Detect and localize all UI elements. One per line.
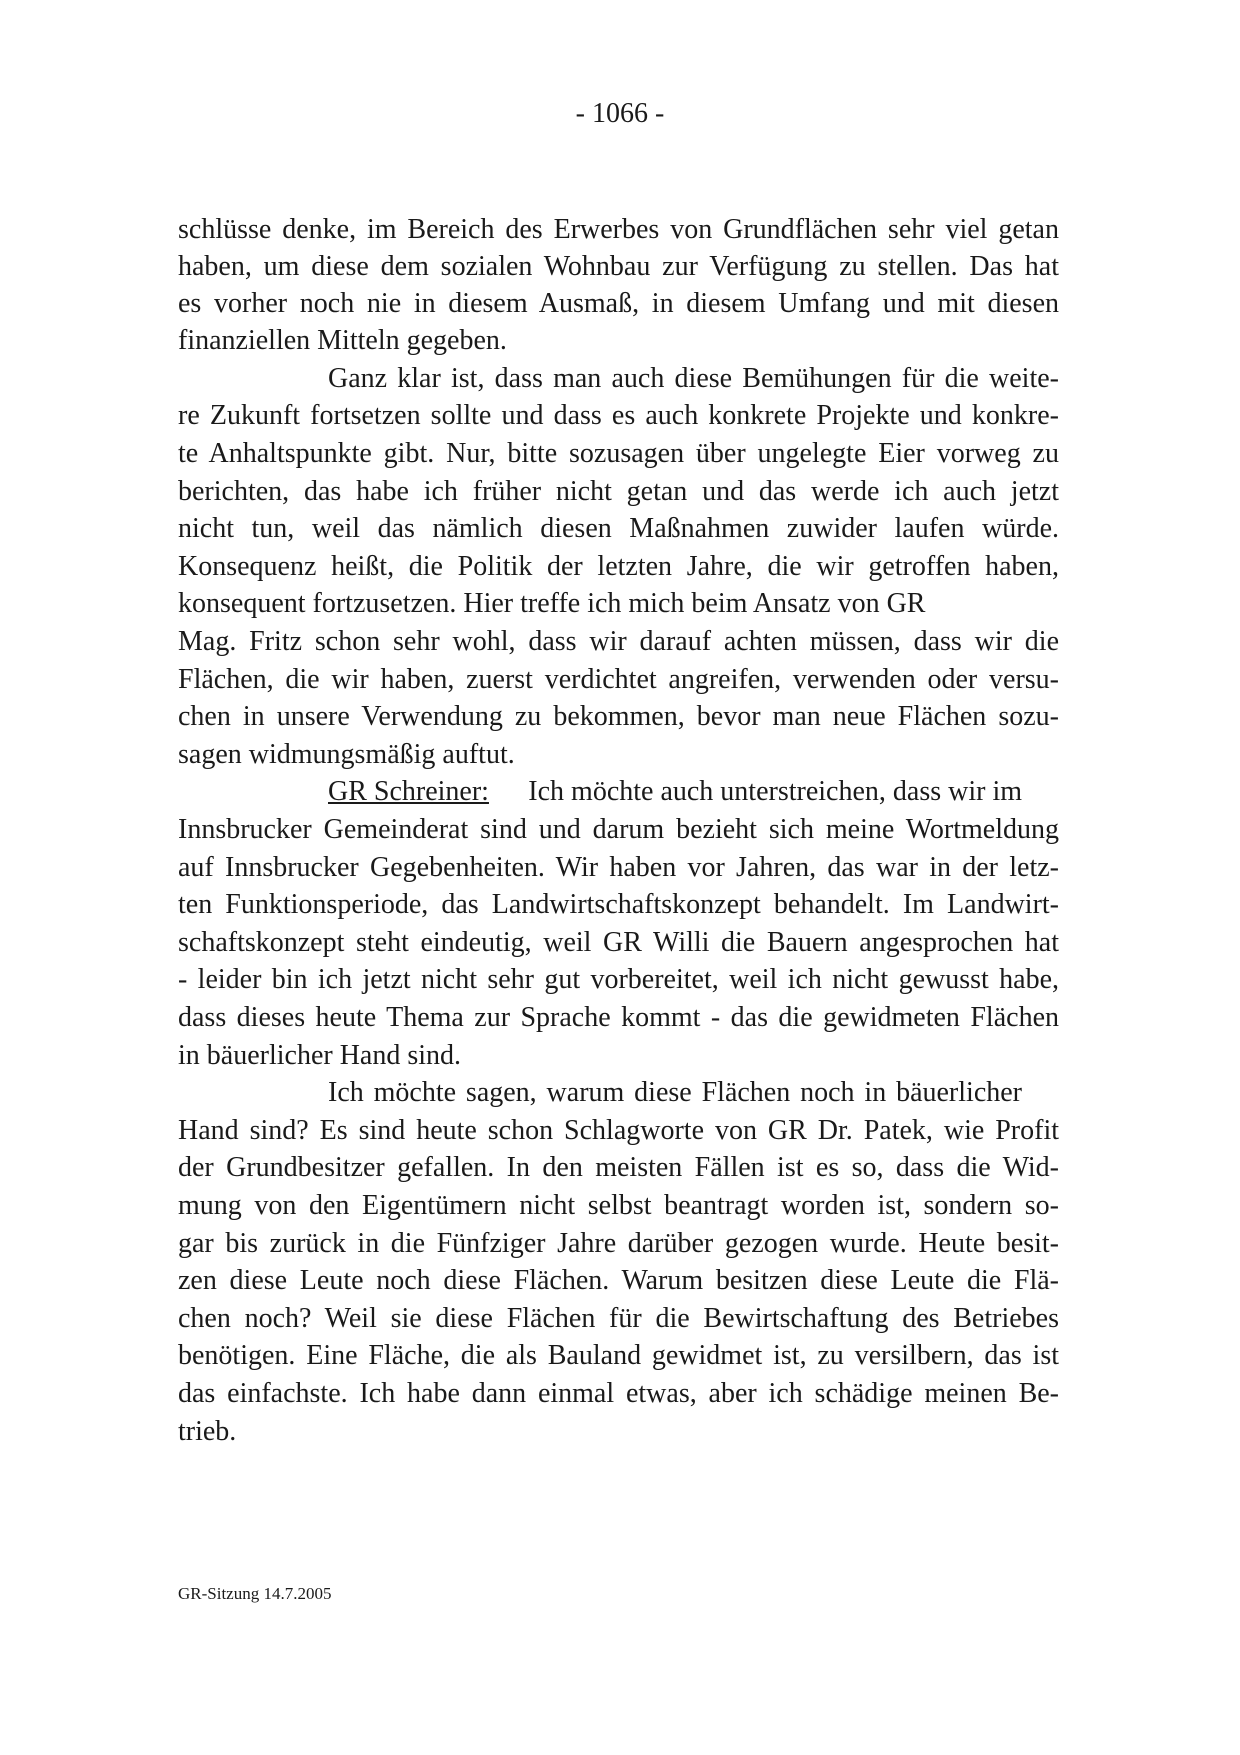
text-line: der Grundbesitzer gefallen. In den meisten Fällen ist es so, dass die Wid- — [178, 1152, 1059, 1183]
text-line: re Zukunft fortsetzen sollte und dass es auch konkrete Projekte und konkre- — [178, 400, 1059, 431]
text-line: nicht tun, weil das nämlich diesen Maßnahmen zuwider laufen würde. — [178, 513, 1059, 544]
text-line: trieb. — [178, 1416, 237, 1447]
text-line: ten Funktionsperiode, das Landwirtschaftskonzept behandelt. Im Landwirt- — [178, 889, 1059, 920]
text-line: schaftskonzept steht eindeutig, weil GR Willi die Bauern angesprochen hat — [178, 927, 1059, 958]
text-line: finanziellen Mitteln gegeben. — [178, 325, 507, 356]
text-line: Konsequenz heißt, die Politik der letzten Jahre, die wir getroffen haben, — [178, 551, 1059, 582]
page-number: - 1066 - — [575, 98, 665, 129]
text-line: mung von den Eigentümern nicht selbst beantragt worden ist, sondern so- — [178, 1190, 1059, 1221]
text-line: zen diese Leute noch diese Flächen. Warum besitzen diese Leute die Flä- — [178, 1265, 1059, 1296]
text-line: schlüsse denke, im Bereich des Erwerbes von Grundflächen sehr viel getan — [178, 214, 1059, 245]
text-line: dass dieses heute Thema zur Sprache kommt - das die gewidmeten Flächen — [178, 1002, 1059, 1033]
paragraph-first-line: Ich möchte sagen, warum diese Flächen noch in bäuerlicher — [328, 1077, 1022, 1108]
footer-session-date: GR-Sitzung 14.7.2005 — [178, 1584, 332, 1603]
speaker-line — [328, 774, 1022, 810]
text-line: Mag. Fritz schon sehr wohl, dass wir darauf achten müssen, dass wir die — [178, 626, 1059, 657]
text-line: gar bis zurück in die Fünfziger Jahre darüber gezogen wurde. Heute besit- — [178, 1228, 1059, 1259]
text-line: benötigen. Eine Fläche, die als Bauland gewidmet ist, zu versilbern, das ist — [178, 1340, 1059, 1371]
text-line: Innsbrucker Gemeinderat sind und darum bezieht sich meine Wortmeldung — [178, 814, 1059, 845]
text-line: te Anhaltspunkte gibt. Nur, bitte sozusagen über ungelegte Eier vorweg zu — [178, 438, 1059, 469]
text-line: - leider bin ich jetzt nicht sehr gut vorbereitet, weil ich nicht gewusst habe, — [178, 964, 1059, 995]
text-line: chen noch? Weil sie diese Flächen für die Bewirtschaftung des Betriebes — [178, 1303, 1059, 1334]
text-line: auf Innsbrucker Gegebenheiten. Wir haben vor Jahren, das war in der letz- — [178, 852, 1059, 883]
text-line: sagen widmungsmäßig auftut. — [178, 739, 515, 770]
text-line: berichten, das habe ich früher nicht getan und das werde ich auch jetzt — [178, 476, 1059, 507]
text-line: Ich möchte auch unterstreichen, dass wir im — [528, 776, 1022, 807]
text-line: das einfachste. Ich habe dann einmal etwas, aber ich schädige meinen Be- — [178, 1378, 1059, 1409]
paragraph-first-line: Ganz klar ist, dass man auch diese Bemühungen für die weite- — [328, 363, 1059, 394]
text-line: haben, um diese dem sozialen Wohnbau zur Verfügung zu stellen. Das hat — [178, 251, 1059, 282]
text-line: konsequent fortzusetzen. Hier treffe ich mich beim Ansatz von GR — [178, 588, 926, 619]
text-line: es vorher noch nie in diesem Ausmaß, in diesem Umfang und mit diesen — [178, 288, 1059, 319]
text-line: Hand sind? Es sind heute schon Schlagworte von GR Dr. Patek, wie Profit — [178, 1115, 1059, 1146]
text-line: Flächen, die wir haben, zuerst verdichtet angreifen, verwenden oder versu- — [178, 664, 1059, 695]
text-line: in bäuerlicher Hand sind. — [178, 1040, 462, 1071]
text-line: chen in unsere Verwendung zu bekommen, bevor man neue Flächen sozu- — [178, 701, 1059, 732]
speaker-name: GR Schreiner: — [328, 776, 489, 807]
